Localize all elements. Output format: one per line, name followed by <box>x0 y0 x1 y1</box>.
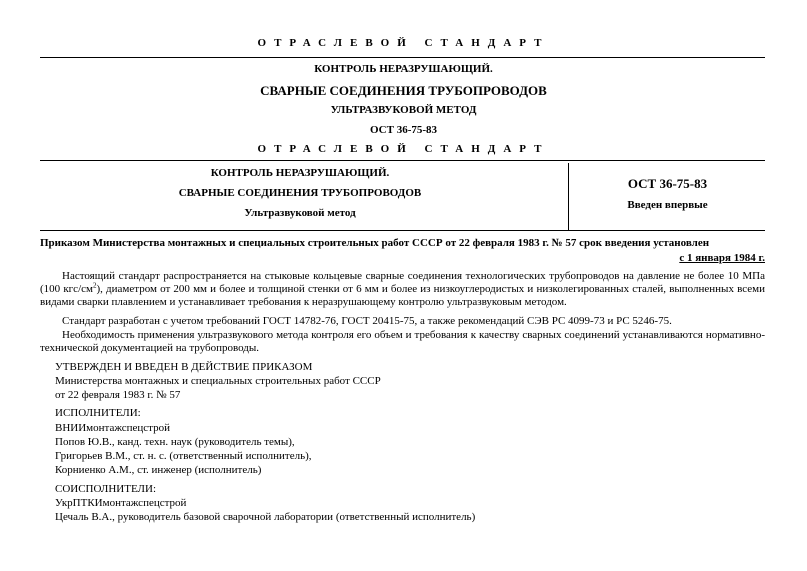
coexecutors-heading: СОИСПОЛНИТЕЛИ: <box>55 483 157 495</box>
order-text: Приказом Министерства монтажных и специальных строительных работ СССР от 22 февраля 1983 г. № 57 срок введения установлен <box>40 237 710 249</box>
header-rule <box>40 57 765 58</box>
block-rule <box>40 230 765 231</box>
paragraph-scope-b: ), диаметром от 200 мм и более и толщиной стенки от 6 мм и более из низкоуглеродистых и низколегированных сталей, выполненных всеми видами сварки плавлением и устанавливает требования к неразрушающему контролю ультразвуковым методом. <box>40 283 765 308</box>
paragraph-basis: Стандарт разработан с учетом требований ГОСТ 14782-76, ГОСТ 20415-75, а также рекомендаций СЭВ РС 4099-73 и РС 5246-75. <box>62 315 672 327</box>
paragraph-scope <box>40 270 765 309</box>
block-right-note: Введен впервые <box>627 199 708 211</box>
executor-item: Корниенко А.М., ст. инженер (исполнитель) <box>55 464 262 476</box>
approved-heading: УТВЕРЖДЕН И ВВЕДЕН В ДЕЙСТВИЕ ПРИКАЗОМ <box>55 361 313 373</box>
title-line-2: СВАРНЫЕ СОЕДИНЕНИЯ ТРУБОПРОВОДОВ <box>260 83 547 98</box>
standard-code: ОСТ 36-75-83 <box>369 124 438 136</box>
approved-line-2: от 22 февраля 1983 г. № 57 <box>55 389 181 401</box>
executor-item: Попов Ю.В., канд. техн. наук (руководитель темы), <box>55 436 295 448</box>
block-left-line-3: Ультразвуковой метод <box>244 207 356 219</box>
block-divider <box>568 163 569 230</box>
block-right-code: ОСТ 36-75-83 <box>627 176 708 191</box>
coexecutor-item: Цечаль В.А., руководитель базовой сварочной лаборатории (ответственный исполнитель) <box>55 511 476 523</box>
coexecutor-item: УкрПТКИмонтажспецстрой <box>55 497 187 509</box>
block-left-line-1: КОНТРОЛЬ НЕРАЗРУШАЮЩИЙ. <box>210 167 390 179</box>
executor-item: Григорьев В.М., ст. н. с. (ответственный исполнитель), <box>55 450 312 462</box>
executors-heading: ИСПОЛНИТЕЛИ: <box>55 407 141 419</box>
paragraph-scope-sup: 2 <box>92 281 97 290</box>
top-caption: ОТРАСЛЕВОЙ СТАНДАРТ <box>257 37 550 49</box>
executor-item: ВНИИмонтажспецстрой <box>55 422 170 434</box>
paragraph-necessity: Необходимость применения ультразвукового метода контроля его объем и требования к качеству сварных соединений устанавливаются нормативно-технической документацией на трубопроводы. <box>40 329 765 354</box>
second-caption: ОТРАСЛЕВОЙ СТАНДАРТ <box>257 143 550 155</box>
title-line-3: УЛЬТРАЗВУКОВОЙ МЕТОД <box>330 104 477 116</box>
approved-line-1: Министерства монтажных и специальных строительных работ СССР <box>55 375 381 387</box>
order-date: с 1 января 1984 г. <box>679 252 765 264</box>
title-line-1: КОНТРОЛЬ НЕРАЗРУШАЮЩИЙ. <box>314 63 493 75</box>
caption-rule <box>40 160 765 161</box>
block-left-line-2: СВАРНЫЕ СОЕДИНЕНИЯ ТРУБОПРОВОДОВ <box>178 187 422 199</box>
paragraph-scope-a: Настоящий стандарт распространяется на стыковые кольцевые сварные соединения технологических трубопроводов на давление не более 10 МПа (100 кгс/см <box>40 270 765 295</box>
